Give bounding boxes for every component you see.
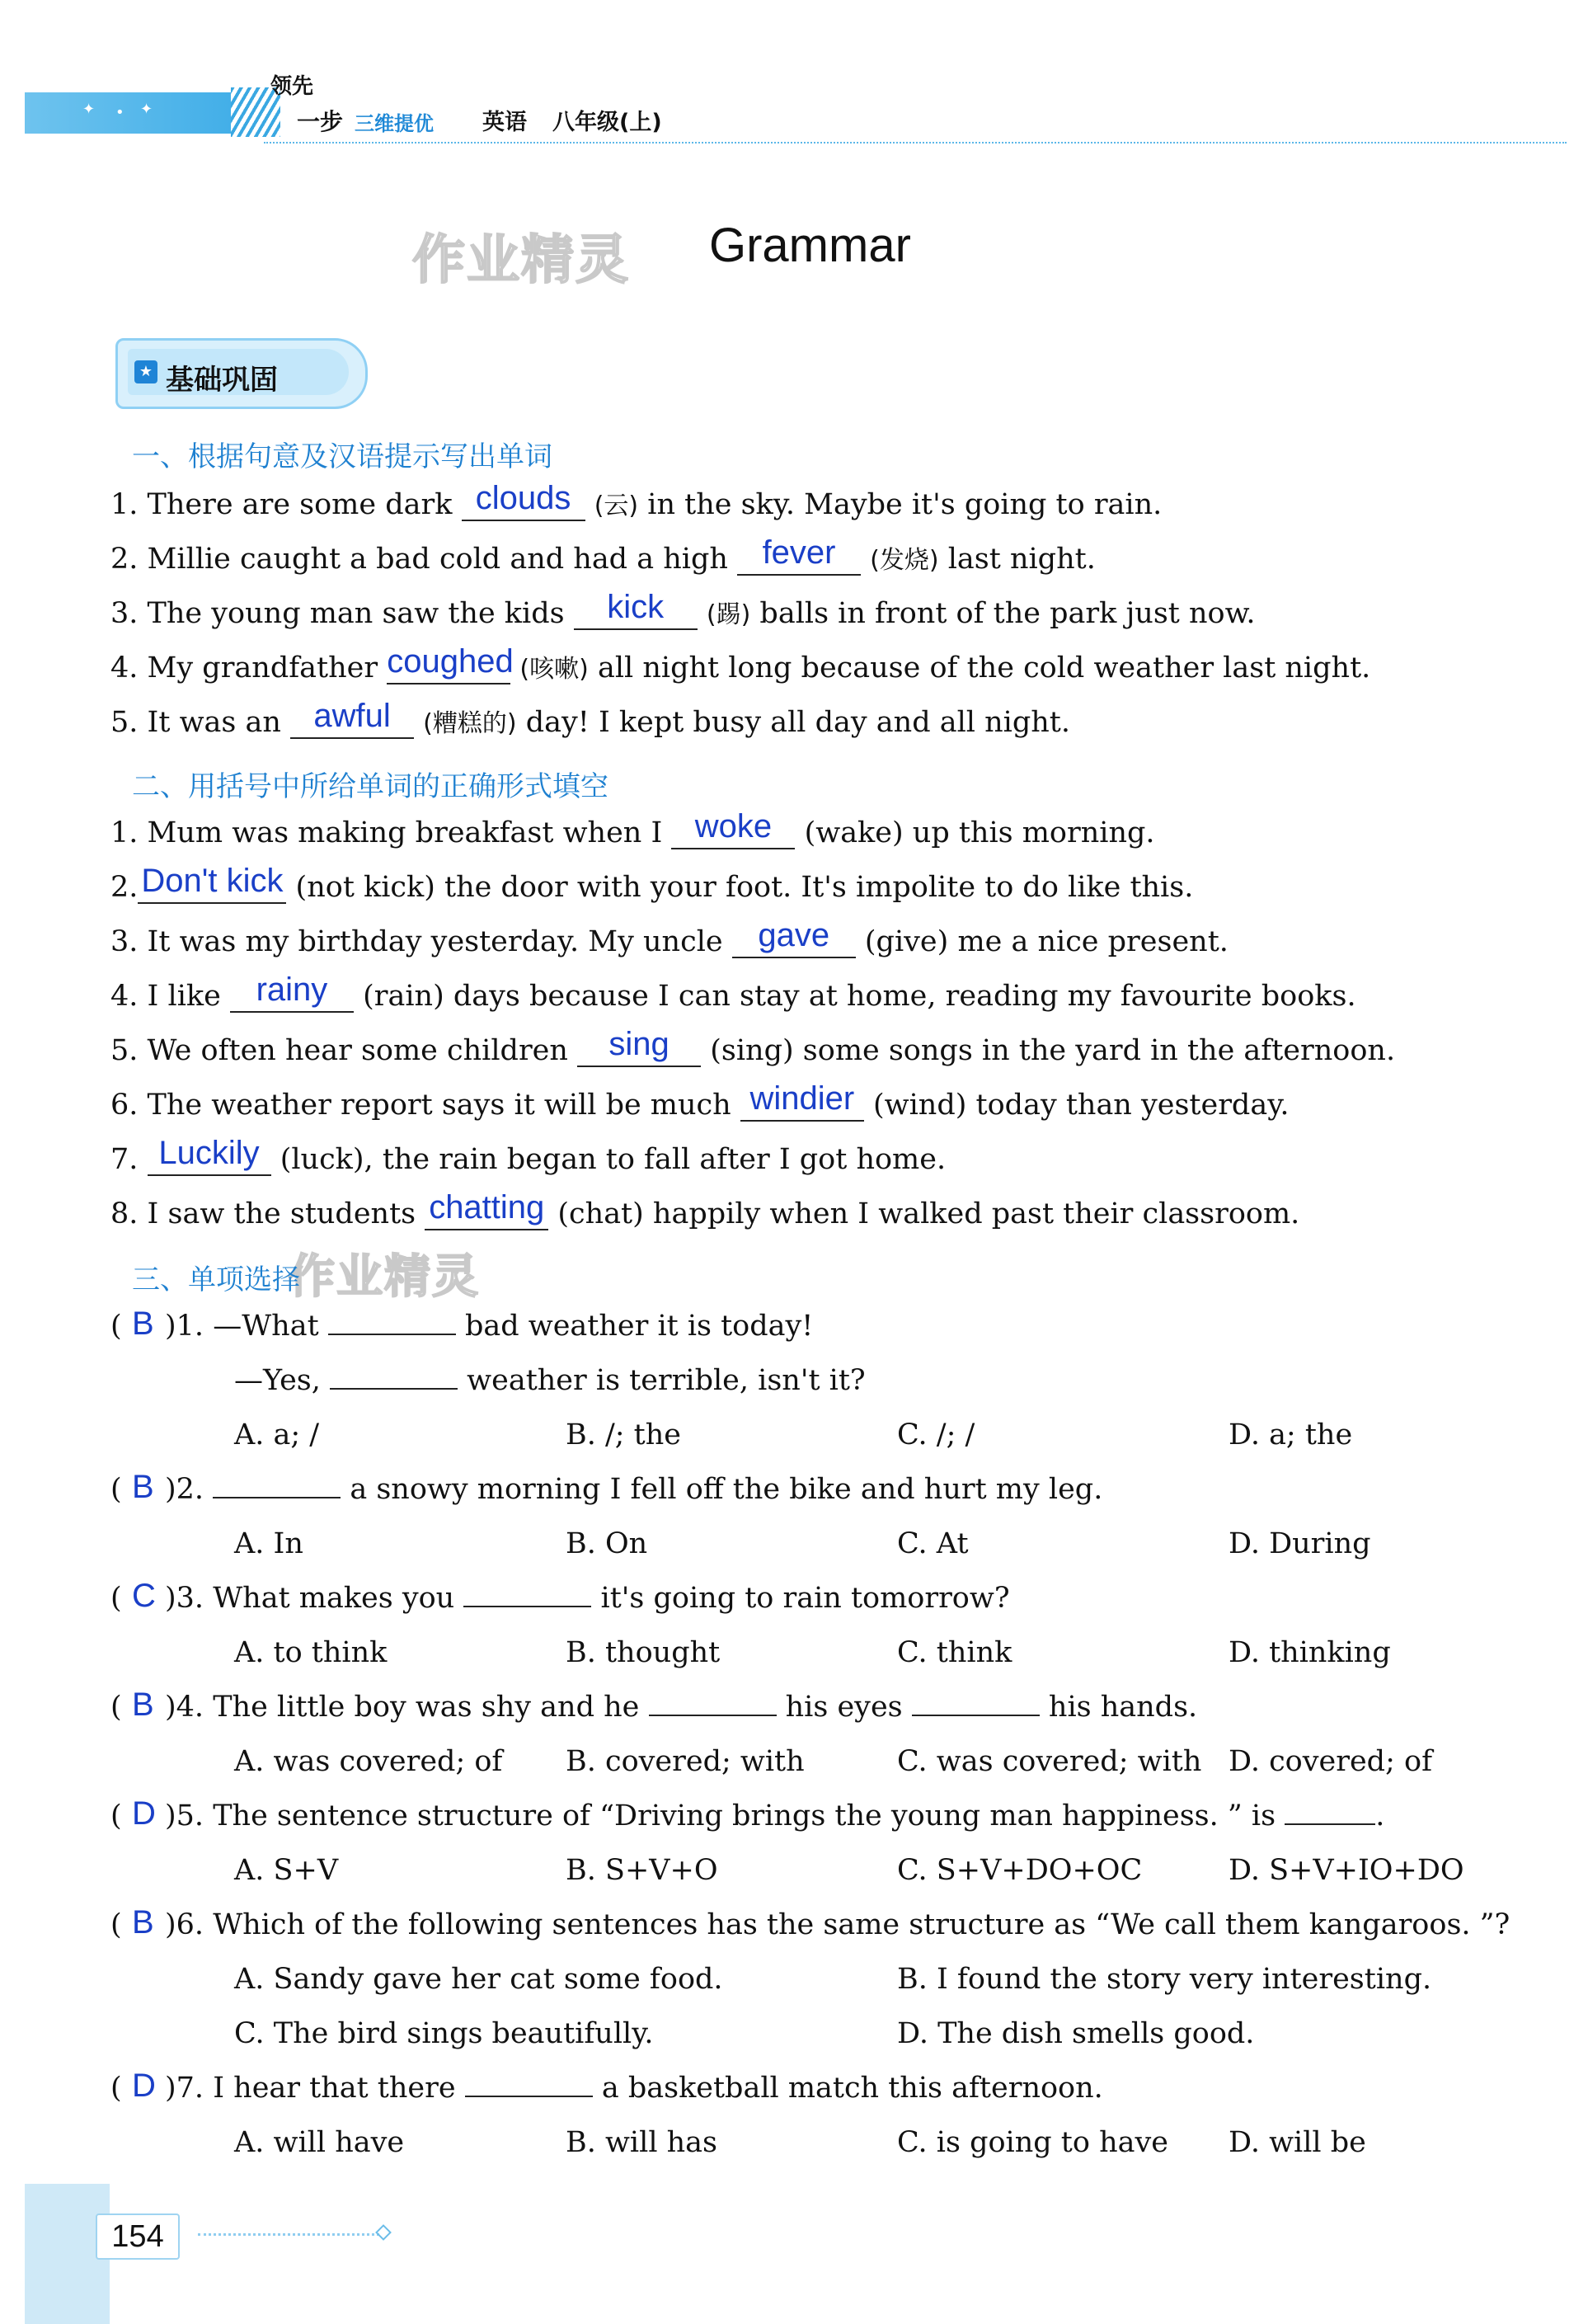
answer-paren: ( [110, 2072, 122, 2105]
q5-line [165, 1799, 1384, 1832]
answer-blank [732, 917, 856, 958]
answer-blank [574, 589, 698, 630]
item-text: days because I can stay at home, reading my favourite books. [453, 980, 1356, 1013]
option-b: B. S+V+O [566, 1854, 718, 1887]
answer-text: coughed [387, 643, 514, 680]
option-d: D. covered; of [1229, 1745, 1433, 1778]
item-text: today than yesterday. [975, 1089, 1290, 1122]
question-text: his hands. [1048, 1691, 1198, 1724]
answer-blank [230, 971, 354, 1013]
s2-item-3 [110, 917, 1229, 958]
option-b: B. On [566, 1527, 648, 1560]
s2-item-1 [110, 808, 1155, 849]
logo-bottom-text: 一步 [297, 108, 344, 135]
answer-blank [138, 863, 286, 904]
question-text: . [1375, 1799, 1385, 1832]
answer-blank [737, 534, 861, 576]
series-name: 三维提优 [355, 112, 434, 135]
option-d: D. During [1229, 1527, 1371, 1560]
answer-paren: ( [110, 1473, 122, 1506]
section2-heading: 二、用括号中所给单词的正确形式填空 [132, 770, 608, 803]
question-number: )4. [165, 1691, 204, 1724]
badge-inner [128, 349, 349, 395]
s1-item-1 [110, 480, 1163, 521]
item-number: 3. [110, 597, 139, 630]
hint-text: (give) [864, 925, 949, 958]
option-c: C. The bird sings beautifully. [234, 2017, 654, 2050]
choice-answer: D [132, 1795, 156, 1832]
answer-blank [148, 1135, 271, 1176]
hint-text: (糟糕的) [423, 709, 517, 738]
option-b: B. I found the story very interesting. [897, 1963, 1432, 1996]
choice-answer: B [132, 1305, 154, 1342]
item-number: 1. [110, 488, 139, 521]
choice-answer: C [132, 1578, 156, 1614]
option-b: B. thought [566, 1636, 721, 1669]
answer-text: Luckily [158, 1135, 260, 1171]
hint-text: (咳嗽) [519, 655, 589, 684]
question-text: The sentence structure of “Driving brings the young man happiness. ” is [213, 1799, 1276, 1832]
option-c: C. think [897, 1636, 1012, 1669]
answer-paren: ( [110, 1908, 122, 1941]
option-b: B. will has [566, 2126, 718, 2159]
answer-text: kick [607, 589, 665, 625]
option-c: C. /; / [897, 1418, 975, 1451]
item-text: My grandfather [147, 652, 378, 684]
answer-blank [462, 480, 585, 521]
answer-text: rainy [256, 971, 328, 1008]
option-a: A. was covered; of [234, 1745, 503, 1778]
answer-blank [671, 808, 795, 849]
hint-text: (踢) [706, 600, 751, 629]
answer-text: woke [694, 808, 773, 844]
s2-item-6 [110, 1080, 1290, 1122]
answer-blank [330, 1388, 458, 1390]
item-text: Millie caught a bad cold and had a high [147, 543, 728, 576]
option-d: D. will be [1229, 2126, 1366, 2159]
answer-paren: ( [110, 1310, 122, 1343]
item-text: It was my birthday yesterday. My uncle [147, 925, 723, 958]
option-a: A. Sandy gave her cat some food. [234, 1963, 723, 1996]
answer-blank [290, 698, 414, 739]
question-text: Which of the following sentences has the same structure as “We call them kangaroos. ”? [213, 1908, 1510, 1941]
option-b: B. covered; with [566, 1745, 805, 1778]
answer-blank [1285, 1823, 1375, 1825]
item-number: 6. [110, 1089, 139, 1122]
item-number: 2. [110, 871, 139, 904]
item-text: me a nice present. [957, 925, 1229, 958]
question-number: )3. [165, 1582, 204, 1615]
s2-item-7 [110, 1135, 947, 1176]
item-number: 7. [110, 1143, 139, 1176]
q6-line [165, 1908, 1510, 1941]
diamond-icon [375, 2224, 392, 2241]
option-d: D. S+V+IO+DO [1229, 1854, 1464, 1887]
option-a: A. will have [234, 2126, 405, 2159]
answer-blank [213, 1497, 341, 1498]
item-text: Mum was making breakfast when I [147, 816, 663, 849]
item-text: There are some dark [147, 488, 453, 521]
option-a: A. S+V [234, 1854, 339, 1887]
answer-paren: ( [110, 1582, 122, 1615]
s1-item-2 [110, 534, 1096, 576]
q2-line [165, 1473, 1102, 1506]
question-number: )7. [165, 2072, 204, 2105]
hint-text: (云) [594, 492, 639, 520]
item-text: in the sky. Maybe it's going to rain. [647, 488, 1163, 521]
option-d: D. a; the [1229, 1418, 1353, 1451]
question-number: )1. [165, 1310, 204, 1343]
item-number: 5. [110, 706, 139, 739]
section-badge [115, 338, 368, 409]
item-number: 4. [110, 980, 139, 1013]
s2-item-2 [110, 863, 1194, 904]
grade-label: 八年级(上) [552, 110, 662, 135]
hint-text: (发烧) [870, 546, 939, 575]
q4-line [165, 1691, 1197, 1724]
q1-line1 [165, 1310, 813, 1343]
hint-text: (wake) [804, 816, 904, 849]
item-number: 4. [110, 652, 139, 684]
q3-line [165, 1582, 1010, 1615]
answer-paren: ( [110, 1799, 122, 1832]
option-d: D. thinking [1229, 1636, 1391, 1669]
option-a: A. a; / [234, 1418, 320, 1451]
question-text: I hear that there [213, 2072, 456, 2105]
item-text: up this morning. [912, 816, 1155, 849]
s1-item-5 [110, 698, 1070, 739]
question-text: a basketball match this afternoon. [601, 2072, 1103, 2105]
answer-text: awful [313, 698, 391, 734]
section1-heading: 一、根据句意及汉语提示写出单词 [132, 440, 552, 473]
item-text: some songs in the yard in the afternoon. [802, 1034, 1396, 1067]
item-number: 1. [110, 816, 139, 849]
option-c: C. was covered; with [897, 1745, 1202, 1778]
watermark: 作业精灵 [412, 230, 630, 291]
option-a: A. In [234, 1527, 303, 1560]
item-text: I like [147, 980, 221, 1013]
hint-text: (sing) [710, 1034, 794, 1067]
s1-item-4 [110, 643, 1371, 684]
question-text: a snowy morning I fell off the bike and hurt my leg. [350, 1473, 1103, 1506]
header-dot-icon: • [115, 104, 125, 121]
question-text: weather is terrible, isn't it? [467, 1364, 866, 1397]
watermark: 作业精灵 [289, 1250, 480, 1304]
section3-heading: 三、单项选择 [132, 1263, 300, 1296]
answer-blank [912, 1715, 1040, 1716]
workbook-page [25, 21, 1563, 2298]
hint-text: (rain) [363, 980, 444, 1013]
answer-blank [465, 2096, 593, 2097]
s1-item-3 [110, 589, 1256, 630]
q1-line2 [234, 1364, 866, 1397]
item-text: the rain began to fall after I got home. [382, 1143, 947, 1176]
page-title: Grammar [709, 219, 911, 272]
hint-text: (chat) [557, 1197, 644, 1230]
item-number: 5. [110, 1034, 139, 1067]
question-number: )2. [165, 1473, 204, 1506]
question-text: bad weather it is today! [464, 1310, 814, 1343]
choice-answer: B [132, 1469, 154, 1505]
item-text: The weather report says it will be much [147, 1089, 731, 1122]
item-text: balls in front of the park just now. [759, 597, 1256, 630]
subject-label: 英语 [482, 110, 527, 135]
question-text: —What [213, 1310, 319, 1343]
answer-blank [577, 1026, 701, 1067]
choice-answer: D [132, 2068, 156, 2104]
option-c: C. is going to have [897, 2126, 1168, 2159]
answer-text: gave [758, 917, 830, 953]
question-text: —Yes, [234, 1364, 321, 1397]
badge-label: 基础巩固 [166, 364, 278, 397]
option-c: C. At [897, 1527, 969, 1560]
item-number: 8. [110, 1197, 139, 1230]
choice-answer: B [132, 1904, 154, 1941]
hint-text: (luck), [280, 1143, 374, 1176]
item-number: 2. [110, 543, 139, 576]
s2-item-5 [110, 1026, 1396, 1067]
question-text: it's going to rain tomorrow? [600, 1582, 1010, 1615]
page-number-dots [198, 2233, 379, 2236]
answer-blank [387, 643, 514, 684]
option-a: A. to think [234, 1636, 388, 1669]
item-text: day! I kept busy all day and all night. [525, 706, 1070, 739]
header-star-icon: ✦ [140, 101, 153, 118]
q7-line [165, 2072, 1103, 2105]
hint-text: (not kick) [295, 871, 435, 904]
header-star-icon: ✦ [82, 101, 96, 118]
answer-blank [425, 1189, 548, 1230]
answer-blank [649, 1715, 777, 1716]
choice-answer: B [132, 1687, 154, 1723]
s2-item-8 [110, 1189, 1300, 1230]
hint-text: (wind) [872, 1089, 967, 1122]
answer-text: fever [762, 534, 836, 571]
question-number: )5. [165, 1799, 204, 1832]
item-text: the door with your foot. It's impolite to do like this. [444, 871, 1194, 904]
item-text: It was an [147, 706, 281, 739]
answer-blank [463, 1606, 591, 1607]
answer-text: clouds [475, 480, 571, 516]
option-d: D. The dish smells good. [897, 2017, 1255, 2050]
answer-text: Don't kick [141, 863, 284, 899]
item-text: all night long because of the cold weather last night. [597, 652, 1371, 684]
item-number: 3. [110, 925, 139, 958]
star-icon: ★ [134, 360, 157, 383]
answer-blank [740, 1080, 864, 1122]
page-number: 154 [96, 2213, 180, 2260]
answer-text: chatting [429, 1189, 545, 1226]
item-text: We often hear some children [147, 1034, 568, 1067]
question-text: his eyes [785, 1691, 903, 1724]
answer-paren: ( [110, 1691, 122, 1724]
answer-blank [328, 1334, 456, 1335]
question-number: )6. [165, 1908, 204, 1941]
answer-text: windier [749, 1080, 855, 1117]
item-text: The young man saw the kids [147, 597, 565, 630]
logo-top-text: 领先 [270, 74, 314, 99]
option-c: C. S+V+DO+OC [897, 1854, 1143, 1887]
question-text: The little boy was shy and he [213, 1691, 640, 1724]
header-band [25, 92, 239, 134]
item-text: happily when I walked past their classroom. [652, 1197, 1300, 1230]
item-text: last night. [947, 543, 1096, 576]
option-b: B. /; the [566, 1418, 681, 1451]
item-text: I saw the students [147, 1197, 416, 1230]
answer-text: sing [608, 1026, 669, 1062]
header-rule [264, 142, 1567, 143]
question-text: What makes you [213, 1582, 455, 1615]
s2-item-4 [110, 971, 1356, 1013]
